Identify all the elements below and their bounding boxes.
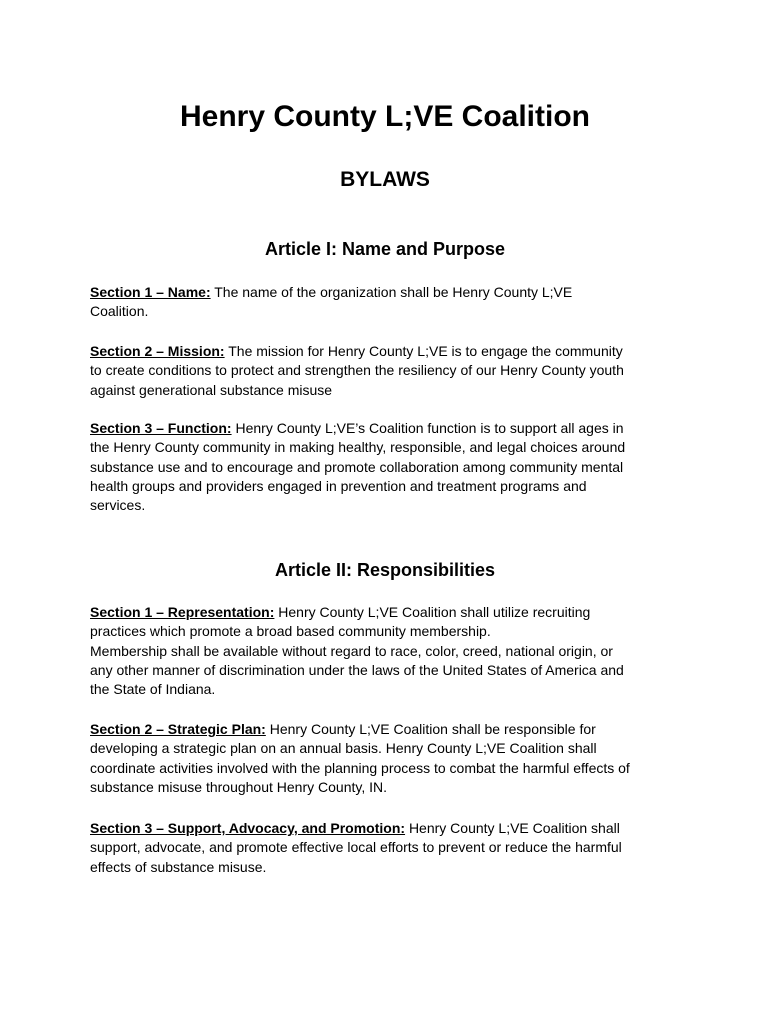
article-2-section-2: [90, 720, 690, 797]
section-label: Section 2 – Mission:: [90, 343, 225, 359]
section-text: developing a strategic plan on an annual basis. Henry County L;VE Coalition shall: [90, 740, 597, 757]
article-2-heading: Article II: Responsibilities: [274, 560, 496, 580]
section-text: the Henry County community in making healthy, responsible, and legal choices around: [90, 439, 626, 456]
section-text: substance use and to encourage and promote collaboration among community mental: [90, 458, 624, 475]
article-2-section-1: [90, 603, 690, 699]
article-1-heading: Article I: Name and Purpose: [264, 239, 506, 259]
section-text: substance misuse throughout Henry County, IN.: [90, 778, 388, 795]
section-text: Henry County L;VE Coalition shall be responsible for: [269, 721, 596, 737]
section-text: Coalition.: [90, 303, 149, 320]
section-text: practices which promote a broad based community membership.: [90, 623, 491, 640]
section-label: Section 3 – Function:: [90, 420, 232, 436]
article-2-section-3: [90, 819, 690, 877]
section-label: Section 3 – Support, Advocacy, and Promotion:: [90, 820, 406, 836]
section-text: The mission for Henry County L;VE is to engage the community: [228, 343, 623, 359]
section-text: Membership shall be available without regard to race, color, creed, national origin, or: [90, 642, 613, 659]
article-1-section-3: [90, 419, 690, 515]
section-text: to create conditions to protect and strengthen the resiliency of our Henry County youth: [90, 362, 624, 379]
section-text: against generational substance misuse: [90, 381, 333, 398]
section-text: Henry County L;VE’s Coalition function is to support all ages in: [235, 420, 624, 436]
document-subtitle: BYLAWS: [340, 168, 430, 191]
section-text: any other manner of discrimination under the laws of the United States of America and: [90, 661, 624, 678]
section-text: The name of the organization shall be Henry County L;VE: [214, 284, 573, 300]
section-text: services.: [90, 497, 146, 514]
section-text: support, advocate, and promote effective local efforts to prevent or reduce the harmful: [90, 839, 622, 856]
section-text: Henry County L;VE Coalition shall utilize recruiting: [278, 604, 591, 620]
section-text: health groups and providers engaged in prevention and treatment programs and: [90, 477, 587, 494]
section-label: Section 1 – Name:: [90, 284, 211, 300]
section-label: Section 1 – Representation:: [90, 604, 275, 620]
article-1-section-2: [90, 342, 690, 400]
document-title: Henry County L;VE Coalition: [179, 100, 590, 133]
section-text: effects of substance misuse.: [90, 858, 267, 875]
article-1-section-1: [90, 283, 690, 322]
section-label: Section 2 – Strategic Plan:: [90, 721, 266, 737]
section-text: the State of Indiana.: [90, 681, 216, 698]
section-text: Henry County L;VE Coalition shall: [408, 820, 620, 836]
section-text: coordinate activities involved with the planning process to combat the harmful effects of: [90, 759, 630, 776]
